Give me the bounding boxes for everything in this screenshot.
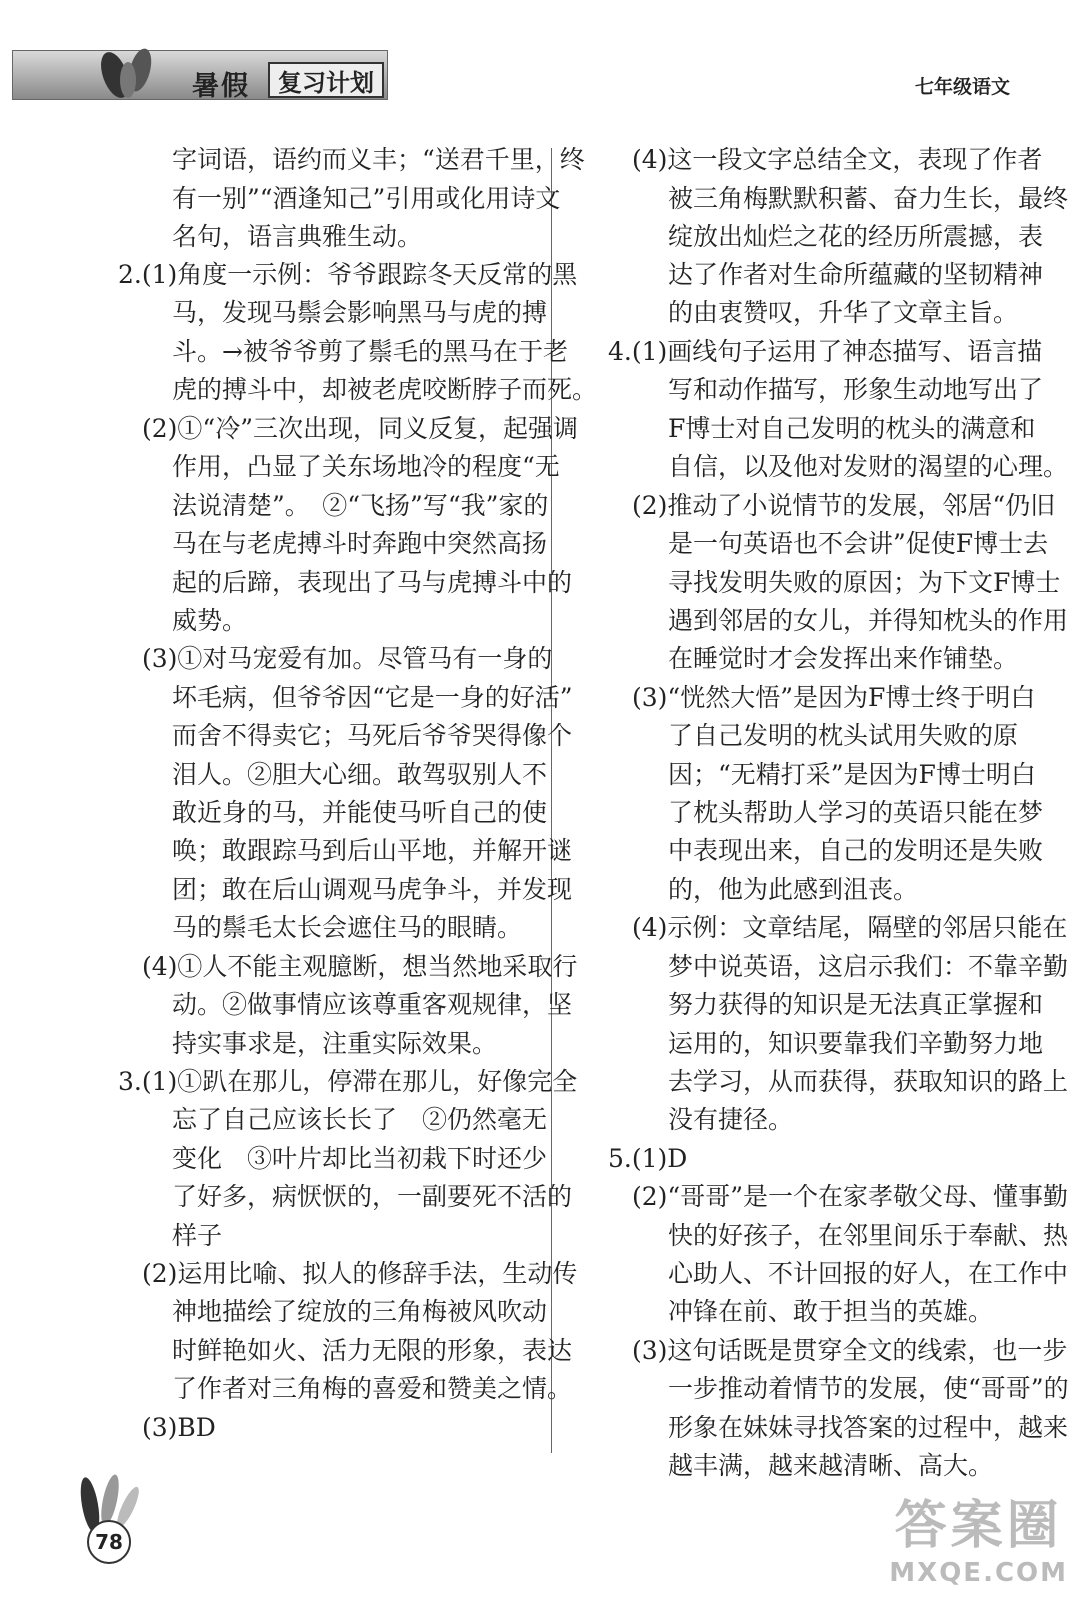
text-line: 被三角梅默默积蓄、奋力生长，最终 bbox=[668, 184, 1069, 213]
text-line: (3)这句话既是贯穿全文的线索，也一步 bbox=[632, 1336, 1068, 1365]
text-line: 的，他为此感到沮丧。 bbox=[668, 875, 919, 904]
text-line: 名句，语言典雅生动。 bbox=[172, 222, 423, 251]
text-line: 泪人。②胆大心细。敢驾驭别人不 bbox=[172, 760, 548, 789]
header-subtitle: 复习计划 bbox=[268, 62, 384, 98]
watermark-logo: 答案圈 bbox=[894, 1496, 1063, 1556]
text-line: F博士对自己发明的枕头的满意和 bbox=[668, 414, 1036, 443]
text-line: 起的后蹄，表现出了马与虎搏斗中的 bbox=[172, 568, 573, 597]
text-line: 神地描绘了绽放的三角梅被风吹动 bbox=[172, 1297, 548, 1326]
text-line: 威势。 bbox=[172, 606, 248, 635]
text-line: 团；敢在后山调观马虎争斗，并发现 bbox=[172, 875, 573, 904]
grade-label: 七年级语文 bbox=[914, 76, 1010, 98]
text-line: 马的鬃毛太长会遮住马的眼睛。 bbox=[172, 913, 523, 942]
leaf-decoration-icon bbox=[90, 40, 170, 100]
text-line: (4)①人不能主观臆断，想当然地采取行 bbox=[142, 952, 578, 981]
text-line: (3)“恍然大悟”是因为F博士终于明白 bbox=[632, 683, 1036, 712]
text-line: (4)示例：文章结尾，隔壁的邻居只能在 bbox=[632, 913, 1068, 942]
text-line: 遇到邻居的女儿，并得知枕头的作用 bbox=[668, 606, 1069, 635]
text-line: 越丰满，越来越清晰、高大。 bbox=[668, 1451, 994, 1480]
text-line: 4.(1)画线句子运用了神态描写、语言描 bbox=[608, 337, 1043, 366]
text-line: 没有捷径。 bbox=[668, 1105, 794, 1134]
text-line: 持实事求是，注重实际效果。 bbox=[172, 1029, 498, 1058]
text-line: (3)BD bbox=[142, 1413, 216, 1442]
text-line: 样子 bbox=[172, 1221, 223, 1250]
text-line: 时鲜艳如火、活力无限的形象，表达 bbox=[172, 1336, 573, 1365]
text-line: 唤；敢跟踪马到后山平地，并解开谜 bbox=[172, 836, 573, 865]
text-line: 努力获得的知识是无法真正掌握和 bbox=[668, 990, 1044, 1019]
text-line: 快的好孩子，在邻里间乐于奉献、热 bbox=[668, 1221, 1069, 1250]
text-line: 有一别”“酒逢知己”引用或化用诗文 bbox=[172, 184, 561, 213]
text-line: 是一句英语也不会讲”促使F博士去 bbox=[668, 529, 1049, 558]
text-line: 法说清楚”。 ②“飞扬”写“我”家的 bbox=[172, 491, 549, 520]
text-line: 自信，以及他对发财的渴望的心理。 bbox=[668, 452, 1069, 481]
text-line: 达了作者对生命所蕴藏的坚韧精神 bbox=[668, 260, 1044, 289]
text-line: 去学习，从而获得，获取知识的路上 bbox=[668, 1067, 1069, 1096]
text-line: 绽放出灿烂之花的经历所震撼，表 bbox=[668, 222, 1044, 251]
header-title: 暑假 bbox=[192, 71, 250, 102]
text-line: 因；“无精打采”是因为F博士明白 bbox=[668, 760, 1036, 789]
watermark bbox=[889, 1483, 1068, 1588]
text-line: 敢近身的马，并能使马听自己的使 bbox=[172, 798, 548, 827]
text-line: 冲锋在前、敢于担当的英雄。 bbox=[668, 1297, 994, 1326]
text-line: 3.(1)①趴在那儿，停滞在那儿，好像完全 bbox=[118, 1067, 578, 1096]
text-line: 寻找发明失败的原因；为下文F博士 bbox=[668, 568, 1061, 597]
text-line: 坏毛病，但爷爷因“它是一身的好活” bbox=[172, 683, 573, 712]
text-line: 形象在妹妹寻找答案的过程中，越来 bbox=[668, 1413, 1069, 1442]
text-line: (2)运用比喻、拟人的修辞手法，生动传 bbox=[142, 1259, 578, 1288]
text-line: 中表现出来，自己的发明还是失败 bbox=[668, 836, 1044, 865]
text-line: 了好多，病恹恹的，一副要死不活的 bbox=[172, 1182, 573, 1211]
watermark-url: MXQE.COM bbox=[889, 1558, 1068, 1588]
text-line: 了作者对三角梅的喜爱和赞美之情。 bbox=[172, 1374, 573, 1403]
text-line: 了枕头帮助人学习的英语只能在梦 bbox=[668, 798, 1044, 827]
page-number: 78 bbox=[87, 1520, 131, 1564]
text-line: (2)①“冷”三次出现，同义反复，起强调 bbox=[142, 414, 578, 443]
text-line: (3)①对马宠爱有加。尽管马有一身的 bbox=[142, 644, 553, 673]
text-line: 马，发现马鬃会影响黑马与虎的搏 bbox=[172, 298, 548, 327]
text-line: 虎的搏斗中，却被老虎咬断脖子而死。 bbox=[172, 375, 598, 404]
text-line: 而舍不得卖它；马死后爷爷哭得像个 bbox=[172, 721, 573, 750]
text-line: 了自己发明的枕头试用失败的原 bbox=[668, 721, 1019, 750]
text-line: 一步推动着情节的发展，使“哥哥”的 bbox=[668, 1374, 1069, 1403]
text-line: 运用的，知识要靠我们辛勤努力地 bbox=[668, 1029, 1044, 1058]
text-line: (4)这一段文字总结全文，表现了作者 bbox=[632, 145, 1043, 174]
text-line: 字词语，语约而义丰；“送君千里，终 bbox=[172, 145, 585, 174]
text-line: 动。②做事情应该尊重客观规律，坚 bbox=[172, 990, 573, 1019]
text-line: 的由衷赞叹，升华了文章主旨。 bbox=[668, 298, 1019, 327]
text-line: (2)“哥哥”是一个在家孝敬父母、懂事勤 bbox=[632, 1182, 1068, 1211]
text-line: 马在与老虎搏斗时奔跑中突然高扬 bbox=[172, 529, 548, 558]
text-line: 在睡觉时才会发挥出来作铺垫。 bbox=[668, 644, 1019, 673]
text-line: 心助人、不计回报的好人，在工作中 bbox=[668, 1259, 1069, 1288]
text-line: 作用，凸显了关东场地冷的程度“无 bbox=[172, 452, 560, 481]
text-line: 变化 ③叶片却比当初栽下时还少 bbox=[172, 1144, 548, 1173]
text-line: 2.(1)角度一示例：爷爷跟踪冬天反常的黑 bbox=[118, 260, 578, 289]
text-line: 梦中说英语，这启示我们：不靠辛勤 bbox=[668, 952, 1069, 981]
text-line: 写和动作描写，形象生动地写出了 bbox=[668, 375, 1044, 404]
text-line: (2)推动了小说情节的发展，邻居“仍旧 bbox=[632, 491, 1056, 520]
text-line: 斗。→被爷爷剪了鬃毛的黑马在于老 bbox=[172, 337, 568, 366]
text-line: 5.(1)D bbox=[608, 1144, 688, 1173]
text-line: 忘了自己应该长长了 ②仍然毫无 bbox=[172, 1105, 548, 1134]
